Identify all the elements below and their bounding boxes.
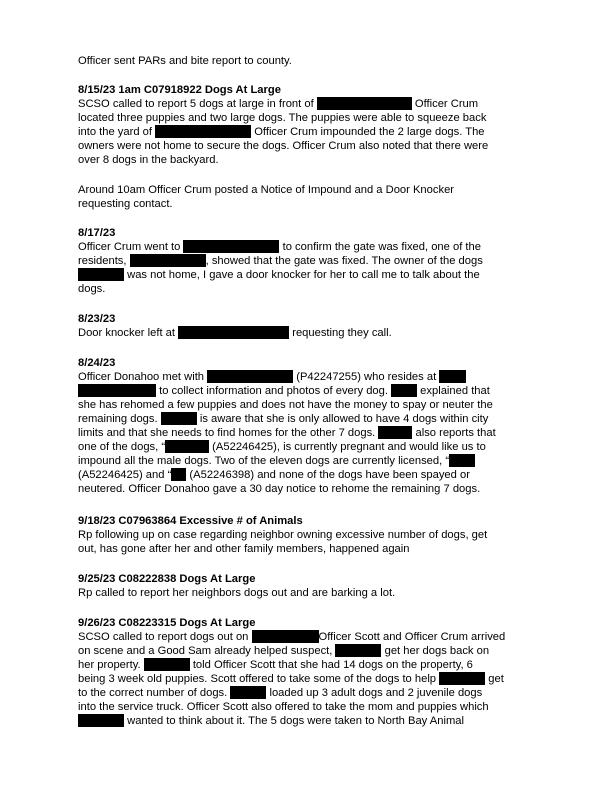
- entry-0817-line-2: [78, 254, 483, 269]
- redaction-box: [78, 384, 156, 397]
- redaction-box: [178, 326, 289, 339]
- entry-0824-line-1: [78, 370, 466, 385]
- entry-0925-line-1: Rp called to report her neighbors dogs out and are barking a lot.: [78, 587, 396, 599]
- text-span: told Officer Scott that she had 14 dogs on the property, 6: [189, 659, 473, 671]
- entry-0926-line-7: [78, 714, 464, 729]
- redaction-box: [183, 240, 279, 253]
- redaction-box: [439, 370, 466, 383]
- text-span: SCSO called to report dogs out on: [78, 631, 252, 643]
- entry-0926-line-6: into the service truck. Officer Scott also offered to take the mom and puppies which: [78, 701, 489, 713]
- text-span: Officer Donahoo met with: [78, 371, 208, 383]
- text-span: wanted to think about it. The 5 dogs were taken to North Bay Animal: [124, 715, 464, 727]
- redaction-box: [207, 370, 293, 383]
- entry-heading-0824: 8/24/23: [78, 357, 116, 369]
- entry-0815-line-4: owners were not home to secure the dogs. Officer Crum also noted that there were: [78, 140, 489, 152]
- redaction-box: [78, 268, 124, 281]
- text-span: residents,: [78, 255, 130, 267]
- redaction-box: [130, 254, 206, 267]
- text-span: Officer Crum went to: [78, 241, 184, 253]
- text-span: (P42247255) who resides at: [293, 371, 440, 383]
- redaction-box: [252, 630, 319, 643]
- entry-0926-line-4: [78, 672, 504, 687]
- entry-0817-line-4: dogs.: [78, 283, 106, 295]
- text-span: was not home, I gave a door knocker for her to call me to talk about the: [124, 269, 480, 281]
- text-span: get her dogs back on: [381, 645, 490, 657]
- redaction-box: [449, 454, 475, 467]
- text-span: SCSO called to report 5 dogs at large in front of: [78, 98, 317, 110]
- redaction-box: [335, 644, 381, 657]
- text-span: one of the dogs, “: [78, 441, 166, 453]
- entry-0824-line-6: [78, 440, 486, 455]
- redaction-box: [391, 384, 417, 397]
- text-span: loaded up 3 adult dogs and 2 juvenile dogs: [266, 687, 483, 699]
- entry-0918-line-2: out, has gone after her and other family members, happened again: [78, 543, 410, 555]
- entry-0823-line-1: [78, 326, 392, 341]
- redaction-box: [317, 97, 412, 110]
- text-span: also reports that: [412, 427, 496, 439]
- entry-heading-0926: 9/26/23 C08223315 Dogs At Large: [78, 617, 256, 629]
- intro-text: Officer sent PARs and bite report to county.: [78, 55, 292, 67]
- redaction-box: [155, 125, 251, 138]
- entry-0926-line-2: [78, 644, 489, 659]
- text-span: requesting they call.: [289, 327, 392, 339]
- redaction-box: [230, 686, 266, 699]
- text-span: (A52246398) and none of the dogs have been spayed or: [186, 469, 470, 481]
- entry-0926-line-3: [78, 658, 473, 673]
- redaction-box: [78, 714, 124, 727]
- redaction-box: [378, 426, 412, 439]
- text-span: remaining dogs.: [78, 413, 161, 425]
- text-span: to collect information and photos of every dog.: [156, 385, 392, 397]
- entry-heading-0815: 8/15/23 1am C07918922 Dogs At Large: [78, 84, 281, 96]
- entry-0926-line-5: [78, 686, 482, 701]
- entry-0824-line-7: [78, 454, 475, 469]
- entry-0817-line-3: [78, 268, 480, 283]
- text-span: to the correct number of dogs.: [78, 687, 231, 699]
- entry-0815-line-3: [78, 125, 485, 140]
- redaction-box: [165, 440, 209, 453]
- text-span: limits and that she needs to find homes for the other 7 dogs.: [78, 427, 379, 439]
- text-span: her property.: [78, 659, 144, 671]
- text-span: impound all the male dogs. Two of the eleven dogs are currently licensed, “: [78, 455, 450, 467]
- entry-0815-p2-line-2: requesting contact.: [78, 198, 173, 210]
- redaction-box: [439, 672, 485, 685]
- entry-heading-0823: 8/23/23: [78, 313, 116, 325]
- text-span: into the yard of: [78, 126, 156, 138]
- entry-0824-line-4: [78, 412, 488, 427]
- redaction-box: [144, 658, 190, 671]
- text-span: (A52246425), is currently pregnant and would like us to: [209, 441, 486, 453]
- text-span: get: [485, 673, 504, 685]
- entry-heading-0918: 9/18/23 C07963864 Excessive # of Animals: [78, 515, 303, 527]
- entry-0815-line-1: [78, 97, 478, 112]
- entry-0815-line-2: located three puppies and two large dogs. The puppies were able to squeeze back: [78, 112, 487, 124]
- entry-0824-line-3: she has rehomed a few puppies and does not have the money to spay or neuter the: [78, 399, 493, 411]
- entry-0815-line-5: over 8 dogs in the backyard.: [78, 154, 219, 166]
- entry-0918-line-1: Rp following up on case regarding neighbor owning excessive number of dogs, get: [78, 529, 488, 541]
- text-span: Officer Crum impounded the 2 large dogs. The: [251, 126, 485, 138]
- entry-0926-line-1: [78, 630, 505, 645]
- text-span: Officer Scott and Officer Crum arrived: [318, 631, 506, 643]
- entry-0817-line-1: [78, 240, 481, 255]
- text-span: being 3 week old puppies. Scott offered to take some of the dogs to help: [78, 673, 440, 685]
- text-span: Officer Crum: [411, 98, 479, 110]
- entry-0824-line-9: neutered. Officer Donahoo gave a 30 day notice to rehome the remaining 7 dogs.: [78, 483, 481, 495]
- text-span: to confirm the gate was fixed, one of the: [279, 241, 481, 253]
- entry-0824-line-2: [78, 384, 490, 399]
- entry-0824-line-5: [78, 426, 496, 441]
- entry-heading-0817: 8/17/23: [78, 227, 116, 239]
- text-span: is aware that she is only allowed to have 4 dogs within city: [196, 413, 489, 425]
- entry-0824-line-8: [78, 468, 470, 483]
- text-span: on scene and a Good Sam already helped suspect,: [78, 645, 336, 657]
- text-span: (A52246425) and “: [78, 469, 172, 481]
- redaction-box: [171, 468, 186, 481]
- intro-line: [78, 54, 292, 69]
- redaction-box: [161, 412, 197, 425]
- entry-0815-p2-line-1: Around 10am Officer Crum posted a Notice of Impound and a Door Knocker: [78, 184, 455, 196]
- text-span: Door knocker left at: [78, 327, 179, 339]
- text-span: , showed that the gate was fixed. The owner of the dogs: [205, 255, 483, 267]
- text-span: explained that: [417, 385, 490, 397]
- entry-heading-0925: 9/25/23 C08222838 Dogs At Large: [78, 573, 256, 585]
